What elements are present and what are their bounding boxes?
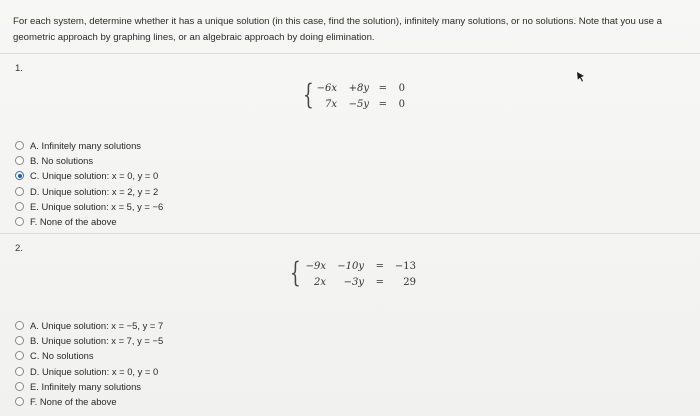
option-a[interactable] [15, 318, 163, 333]
radio-button[interactable] [15, 397, 24, 406]
option-letter: D. [30, 365, 40, 377]
option-f[interactable] [15, 394, 163, 409]
option-letter: E. [30, 200, 39, 212]
option-letter: A. [30, 320, 39, 332]
option-letter: E. [30, 380, 39, 392]
divider [0, 53, 700, 54]
equals-sign: = [378, 83, 387, 94]
option-b[interactable] [15, 153, 163, 168]
equals-sign: = [378, 99, 387, 110]
equals-sign: = [375, 261, 384, 272]
option-b[interactable] [15, 333, 163, 348]
option-text: Unique solution: x = 5, y = −6 [41, 200, 164, 212]
x-term: 2x [313, 277, 326, 288]
rhs-value: −13 [394, 261, 416, 272]
question-1-options [15, 138, 163, 229]
question-2-system [290, 256, 430, 296]
option-d[interactable] [15, 184, 163, 199]
option-text: No solutions [41, 155, 94, 167]
y-term: −10y [337, 261, 364, 272]
mouse-pointer-icon [574, 71, 586, 83]
option-a[interactable] [15, 138, 163, 153]
option-letter: F. [30, 396, 38, 408]
question-1-number: 1. [15, 63, 23, 74]
brace-icon: { [290, 256, 301, 289]
option-f[interactable] [15, 214, 163, 229]
radio-button[interactable] [15, 367, 24, 376]
x-term: −6x [316, 83, 337, 94]
option-letter: F. [30, 216, 38, 228]
option-text: Unique solution: x = −5, y = 7 [41, 320, 164, 332]
question-1-system [303, 78, 423, 118]
equation-row [303, 83, 423, 97]
option-text: Infinitely many solutions [41, 140, 141, 152]
option-c[interactable] [15, 168, 163, 183]
y-term: −3y [343, 277, 364, 288]
radio-button-selected[interactable] [15, 171, 24, 180]
radio-button[interactable] [15, 217, 24, 226]
option-text: Infinitely many solutions [41, 380, 141, 392]
option-text: Unique solution: x = 0, y = 0 [41, 170, 159, 182]
radio-button[interactable] [15, 321, 24, 330]
option-text: None of the above [39, 396, 117, 408]
option-text: Unique solution: x = 7, y = −5 [41, 335, 164, 347]
option-text: Unique solution: x = 2, y = 2 [41, 185, 159, 197]
equation-row [290, 261, 430, 275]
option-c[interactable] [15, 348, 163, 363]
x-term: 7x [324, 99, 337, 110]
y-term: +8y [348, 83, 369, 94]
option-letter: B. [30, 335, 39, 347]
rhs-value: 0 [398, 99, 405, 110]
option-letter: B. [30, 155, 39, 167]
option-letter: A. [30, 140, 39, 152]
option-text: No solutions [41, 350, 94, 362]
rhs-value: 29 [403, 277, 416, 288]
equation-row [290, 277, 430, 291]
option-letter: C. [30, 170, 40, 182]
rhs-value: 0 [398, 83, 405, 94]
radio-button[interactable] [15, 156, 24, 165]
option-letter: D. [30, 185, 40, 197]
radio-button[interactable] [15, 202, 24, 211]
divider [0, 233, 700, 234]
brace-icon: { [303, 78, 314, 111]
option-text: Unique solution: x = 0, y = 0 [41, 365, 159, 377]
instructions-text: For each system, determine whether it has a unique solution (in this case, find the solution), infinitely many solutions, or no solutions. Note that you use a geometric approach by graphing lines, or an algebraic approach by doing elimination. [13, 16, 662, 43]
question-2-number: 2. [15, 243, 23, 254]
x-term: −9x [305, 261, 326, 272]
equation-row [303, 99, 423, 113]
option-d[interactable] [15, 364, 163, 379]
option-text: None of the above [39, 216, 117, 228]
radio-button[interactable] [15, 382, 24, 391]
question-2-options [15, 318, 163, 409]
y-term: −5y [348, 99, 369, 110]
option-e[interactable] [15, 199, 163, 214]
equals-sign: = [375, 277, 384, 288]
option-e[interactable] [15, 379, 163, 394]
radio-button[interactable] [15, 351, 24, 360]
radio-button[interactable] [15, 187, 24, 196]
radio-button[interactable] [15, 141, 24, 150]
radio-button[interactable] [15, 336, 24, 345]
option-letter: C. [30, 350, 40, 362]
